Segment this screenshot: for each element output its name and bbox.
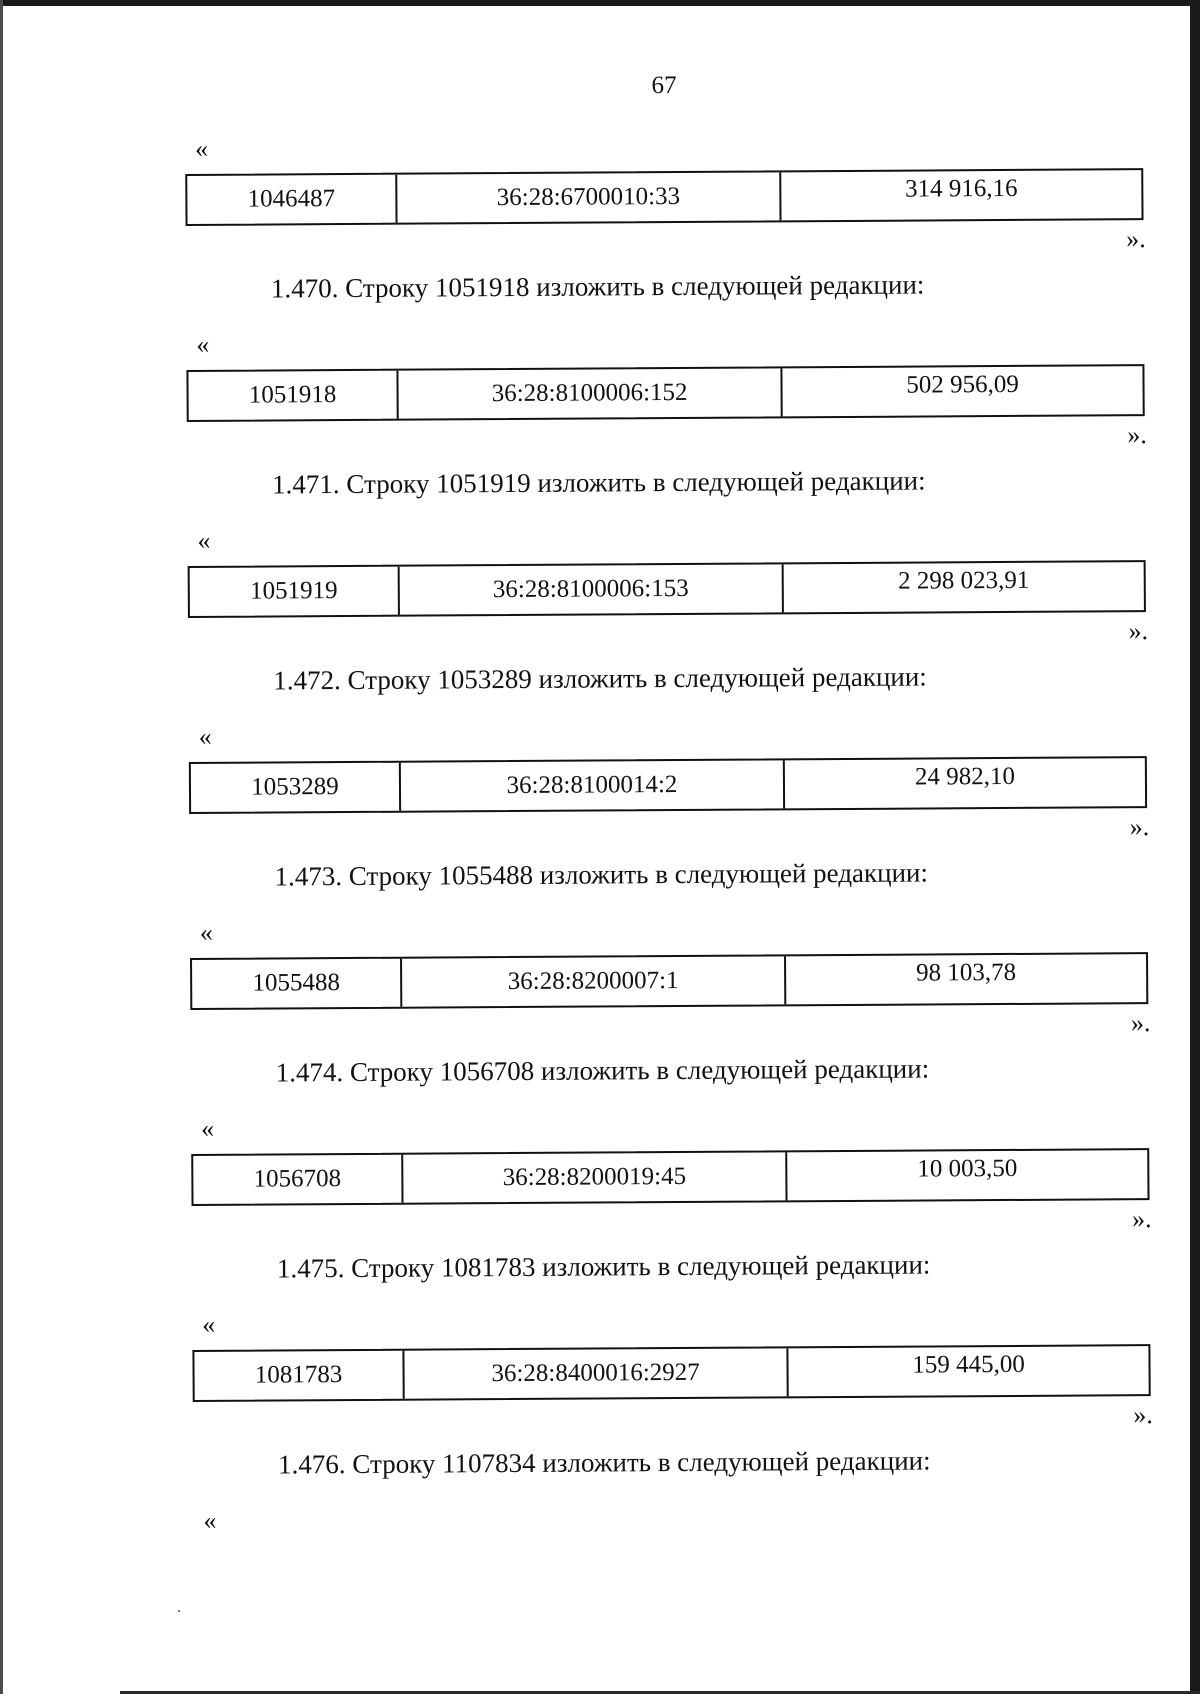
- amendment-instruction: 1.470. Строку 1051918 изложить в следующей редакции:: [270, 269, 925, 304]
- close-quote: ».: [1129, 812, 1150, 842]
- row-code-cell: 1051919: [190, 567, 400, 616]
- close-quote: ».: [1132, 1204, 1152, 1234]
- row-code-cell: 1055488: [192, 959, 402, 1008]
- open-quote: «: [194, 133, 209, 163]
- open-quote: «: [196, 329, 210, 359]
- cadastral-number-cell: 36:28:8100006:153: [400, 564, 784, 614]
- table-row: [189, 756, 1147, 814]
- scan-border-left: [0, 0, 3, 1694]
- row-code-cell: 1051918: [188, 371, 398, 420]
- scan-speck: [178, 1610, 180, 1612]
- row-code-cell: 1046487: [187, 175, 397, 224]
- close-quote: ».: [1126, 224, 1146, 254]
- close-quote: ».: [1130, 1008, 1151, 1038]
- amendment-block: [192, 1306, 1153, 1508]
- amendment-block: [189, 718, 1150, 920]
- value-cell: 502 956,09: [906, 370, 1019, 399]
- row-code-cell: 1056708: [193, 1155, 403, 1204]
- amendment-instruction: 1.473. Строку 1055488 изложить в следующей редакции:: [274, 857, 929, 892]
- value-cell: 159 445,00: [912, 1350, 1025, 1379]
- close-quote: ».: [1127, 420, 1147, 450]
- value-cell: 2 298 023,91: [898, 566, 1030, 595]
- page-number: 67: [651, 72, 677, 99]
- table-row: [191, 1148, 1149, 1206]
- amendment-block: [190, 914, 1151, 1116]
- amendment-block: [187, 522, 1148, 724]
- close-quote: ».: [1128, 616, 1149, 646]
- row-code-cell: 1053289: [191, 763, 401, 812]
- cadastral-number-cell: 36:28:8200007:1: [402, 956, 786, 1006]
- scan-border-right: [1190, 0, 1200, 1694]
- amendment-instruction: 1.476. Строку 1107834 изложить в следующей редакции:: [278, 1445, 931, 1480]
- cadastral-number-cell: 36:28:8100014:2: [401, 760, 785, 810]
- open-quote: «: [203, 1505, 217, 1535]
- amendment-instruction: 1.475. Строку 1081783 изложить в следующей редакции:: [276, 1249, 931, 1284]
- value-cell: 24 982,10: [914, 762, 1016, 791]
- cadastral-number-cell: 36:28:6700010:33: [397, 172, 781, 222]
- amendment-instruction: 1.472. Строку 1053289 изложить в следующей редакции:: [273, 661, 927, 696]
- table-row: [185, 168, 1143, 226]
- amendment-block-open: [193, 1502, 1154, 1704]
- cadastral-number-cell: 36:28:8100006:152: [398, 368, 782, 418]
- amendment-instruction: 1.471. Строку 1051919 изложить в следующей редакции:: [272, 465, 926, 500]
- value-cell: 314 916,16: [905, 174, 1018, 203]
- cadastral-number-cell: 36:28:8400016:2927: [404, 1348, 788, 1398]
- row-code-cell: 1081783: [194, 1351, 404, 1400]
- open-quote: «: [202, 1309, 216, 1339]
- table-row: [188, 560, 1146, 618]
- table-row: [190, 952, 1148, 1010]
- open-quote: «: [197, 525, 211, 555]
- amendment-block: [191, 1110, 1152, 1312]
- open-quote: «: [199, 917, 213, 947]
- amendment-block: [185, 130, 1146, 332]
- value-cell: 10 003,50: [917, 1154, 1018, 1183]
- open-quote: «: [198, 721, 212, 751]
- scan-border-top: [0, 0, 1200, 6]
- table-row: [192, 1344, 1150, 1402]
- table-row: [186, 364, 1144, 422]
- document-body: [185, 130, 1155, 1704]
- amendment-block: [186, 326, 1147, 528]
- amendment-instruction: 1.474. Строку 1056708 изложить в следующей редакции:: [275, 1053, 930, 1088]
- cadastral-number-cell: 36:28:8200019:45: [403, 1152, 787, 1202]
- open-quote: «: [200, 1113, 215, 1143]
- value-cell: 98 103,78: [916, 958, 1017, 987]
- close-quote: ».: [1133, 1400, 1153, 1430]
